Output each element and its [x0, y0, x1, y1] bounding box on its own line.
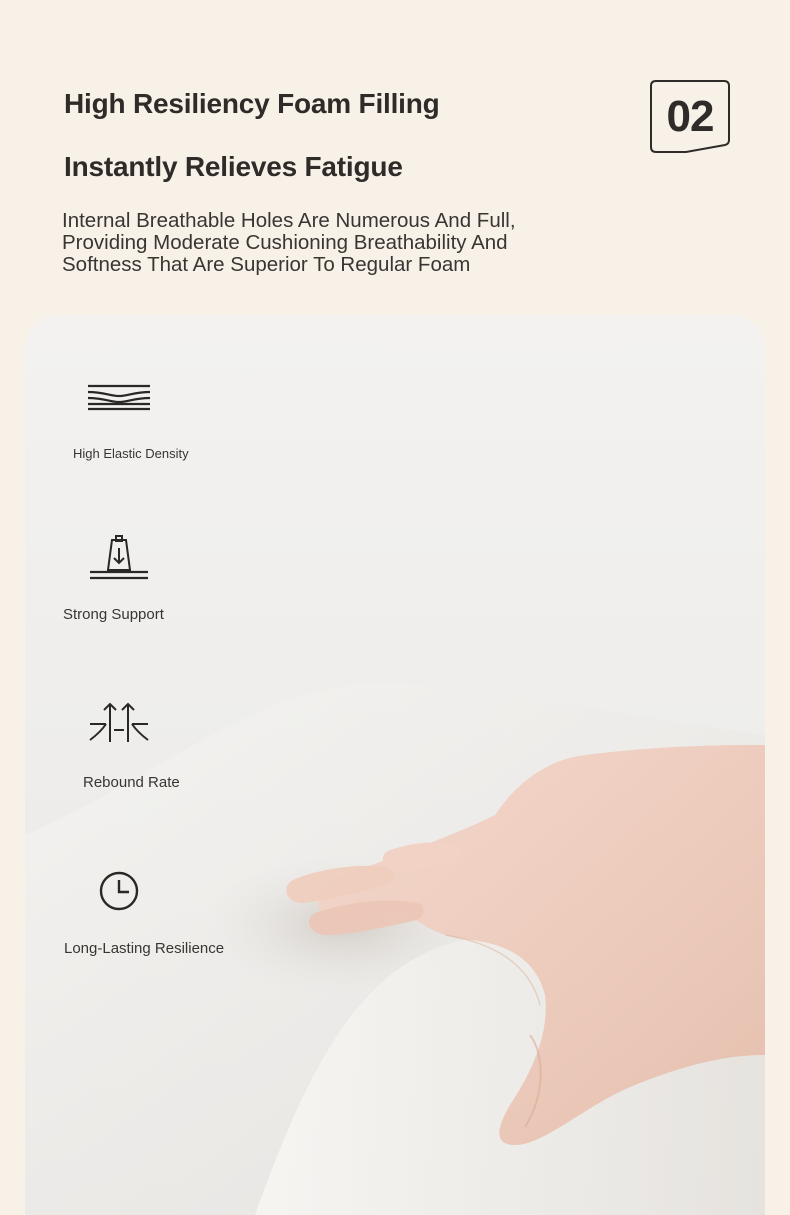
description-line-3: Softness That Are Superior To Regular Foam	[62, 253, 471, 276]
feature-label-rebound-rate: Rebound Rate	[83, 774, 180, 791]
rebound-arrows-icon	[88, 700, 150, 746]
feature-label-strong-support: Strong Support	[63, 606, 164, 623]
feature-label-high-elastic-density: High Elastic Density	[73, 446, 189, 461]
weight-support-icon	[88, 534, 150, 582]
description-line-2: Providing Moderate Cushioning Breathability And	[62, 231, 508, 254]
section-number: 02	[666, 91, 714, 141]
feature-label-long-lasting-resilience: Long-Lasting Resilience	[64, 940, 225, 957]
description-line-1: Internal Breathable Holes Are Numerous And Full,	[62, 209, 516, 232]
clock-icon	[98, 870, 140, 912]
title-line-1: High Resiliency Foam Filling	[64, 88, 440, 119]
foam-layers-icon	[86, 380, 152, 414]
title-line-2: Instantly Relieves Fatigue	[64, 151, 403, 182]
